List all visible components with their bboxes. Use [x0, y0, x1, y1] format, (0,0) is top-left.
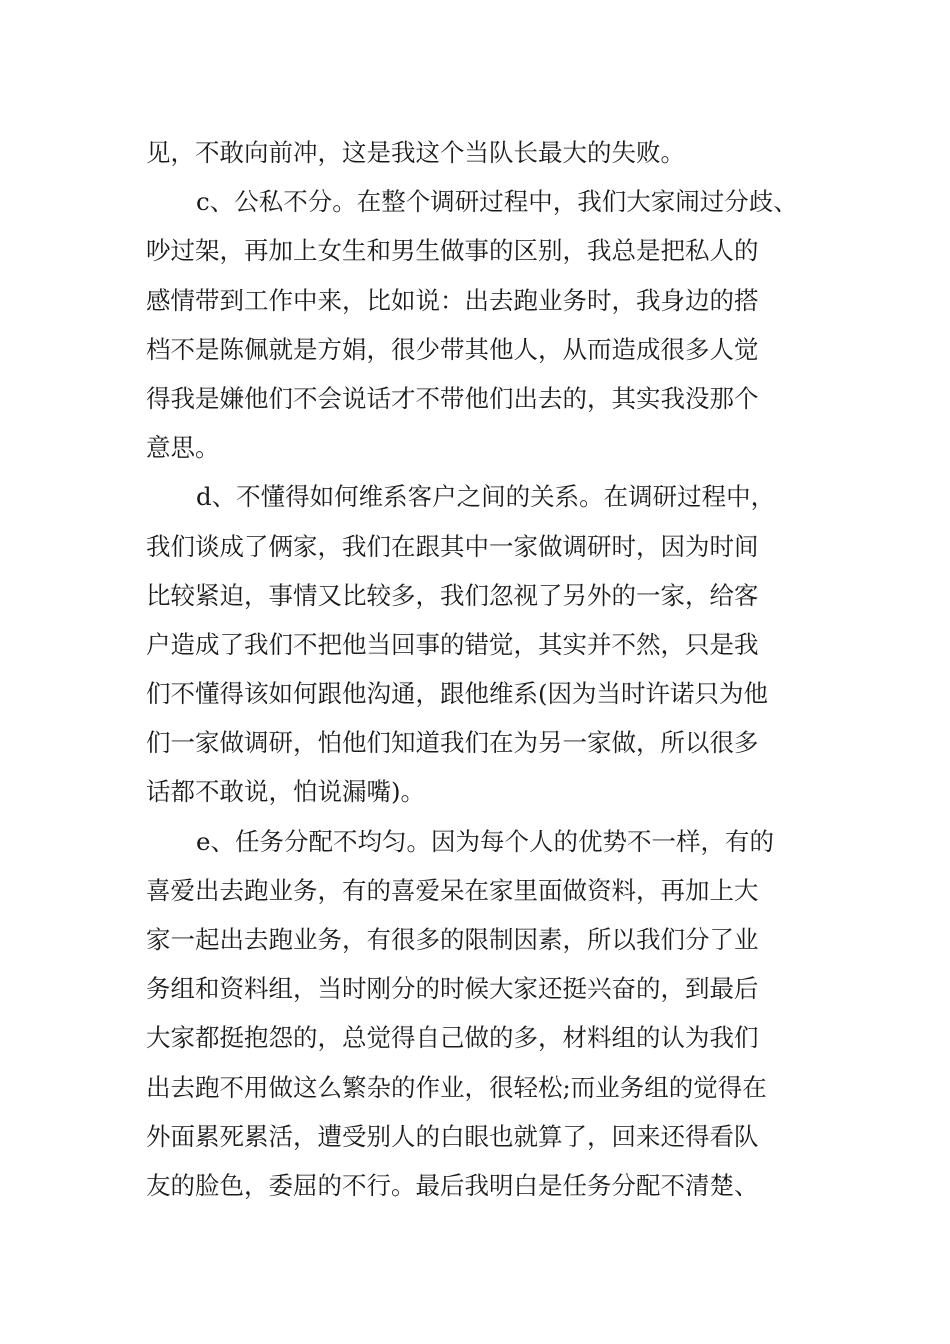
text-line: 我们谈成了俩家，我们在跟其中一家做调研时，因为时间 — [146, 531, 759, 561]
text-line: 出去跑不用做这么繁杂的作业，很轻松;而业务组的觉得在 — [146, 1072, 767, 1102]
text-line: 务组和资料组，当时刚分的时候大家还挺兴奋的，到最后 — [146, 974, 759, 1004]
text-line: 喜爱出去跑业务，有的喜爱呆在家里面做资料，再加上大 — [146, 875, 759, 905]
text-line: 户造成了我们不把他当回事的错觉，其实并不然，只是我 — [146, 629, 759, 659]
text-line: 大家都挺抱怨的，总觉得自己做的多，材料组的认为我们 — [146, 1023, 759, 1053]
text-line: 外面累死累活，遭受别人的白眼也就算了，回来还得看队 — [146, 1121, 759, 1151]
text-line: 友的脸色，委屈的不行。最后我明白是任务分配不清楚、 — [146, 1170, 759, 1200]
text-line: 话都不敢说，怕说漏嘴)。 — [146, 777, 426, 807]
text-line: 吵过架，再加上女生和男生做事的区别，我总是把私人的 — [146, 236, 759, 266]
text-line: 比较紧迫，事情又比较多，我们忽视了另外的一家，给客 — [146, 580, 759, 610]
text-line: 意思。 — [146, 433, 220, 463]
text-line: 们不懂得该如何跟他沟通，跟他维系(因为当时许诺只为他 — [146, 679, 769, 709]
paragraph-d-start: d、不懂得如何维系客户之间的关系。在调研过程中， — [196, 482, 776, 512]
text-line: 家一起出去跑业务，有很多的限制因素，所以我们分了业 — [146, 925, 759, 954]
text-line: 见，不敢向前冲，这是我这个当队长最大的失败。 — [146, 138, 685, 167]
text-line: 得我是嫌他们不会说话才不带他们出去的，其实我没那个 — [146, 383, 759, 413]
text-line: 们一家做调研，怕他们知道我们在为另一家做，所以很多 — [146, 728, 759, 758]
body-text — [146, 128, 816, 1210]
paragraph-c-start: c、公私不分。在整个调研过程中，我们大家闹过分歧、 — [196, 187, 798, 217]
text-line: 档不是陈佩就是方娟，很少带其他人，从而造成很多人觉 — [146, 334, 759, 364]
paragraph-e-start: e、任务分配不均匀。因为每个人的优势不一样，有的 — [196, 826, 774, 856]
text-line: 感情带到工作中来，比如说：出去跑业务时，我身边的搭 — [146, 285, 759, 315]
